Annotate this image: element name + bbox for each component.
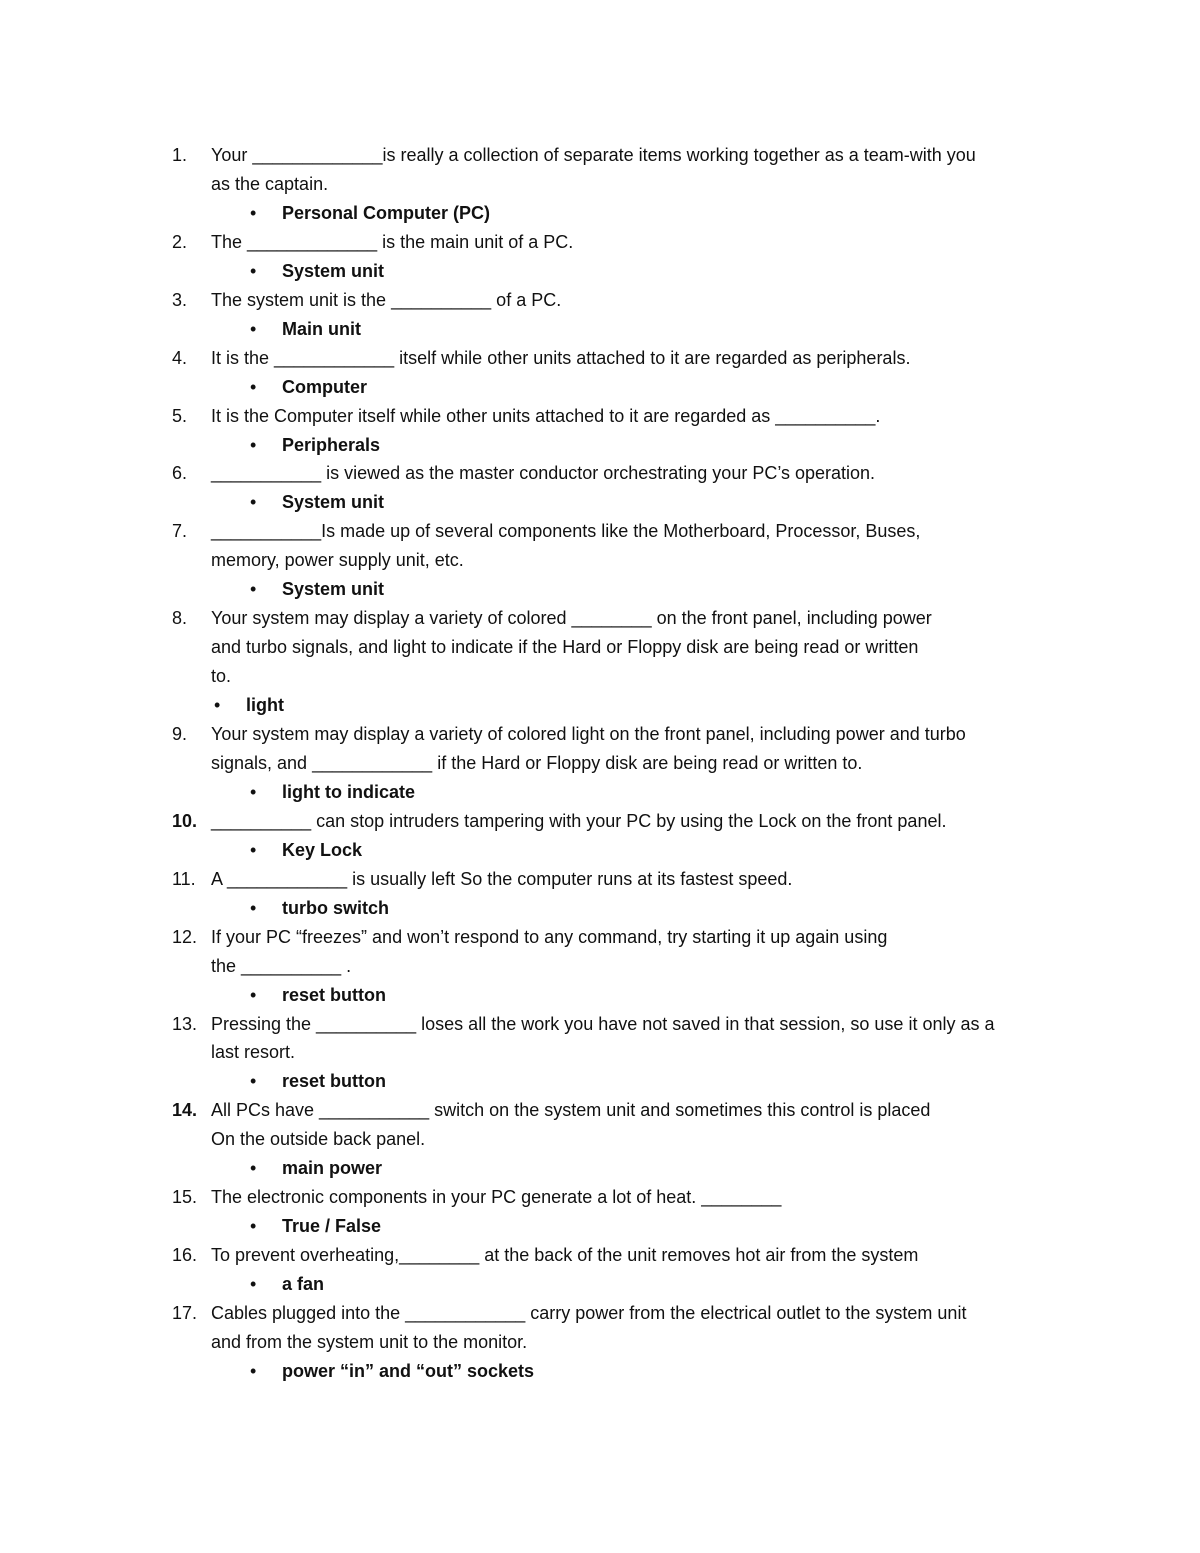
question-number: 4. xyxy=(172,347,188,368)
question-number: 5. xyxy=(172,405,188,426)
question-number: 6. xyxy=(172,463,188,484)
bullet-icon: • xyxy=(250,202,257,223)
bullet-icon: • xyxy=(250,492,257,513)
question-number: 11. xyxy=(172,868,196,889)
answer-text: a fan xyxy=(282,1274,325,1294)
question-text: and from the system unit to the monitor. xyxy=(211,1332,528,1352)
question-text: It is the Computer itself while other units attached to it are regarded as __________. xyxy=(211,405,881,426)
question-number: 17. xyxy=(172,1303,198,1323)
question-text: On the outside back panel. xyxy=(211,1129,426,1150)
bullet-icon: • xyxy=(214,695,221,715)
question-text: Cables plugged into the ____________ carry power from the electrical outlet to the system unit xyxy=(211,1303,967,1323)
question-text: All PCs have ___________ switch on the system unit and sometimes this control is placed xyxy=(211,1100,931,1121)
bullet-icon: • xyxy=(250,1216,257,1237)
question-text: The _____________ is the main unit of a PC. xyxy=(211,231,574,252)
question-text: Your system may display a variety of colored ________ on the front panel, including power xyxy=(211,608,932,629)
bullet-icon: • xyxy=(250,434,257,455)
bullet-icon: • xyxy=(250,260,257,281)
question-number: 16. xyxy=(172,1245,198,1266)
question-number: 15. xyxy=(172,1187,198,1208)
bullet-icon: • xyxy=(250,1274,257,1294)
question-text: If your PC “freezes” and won’t respond to any command, try starting it up again using xyxy=(211,926,888,947)
question-text: ___________ is viewed as the master conductor orchestrating your PC’s operation. xyxy=(211,463,876,484)
question-number: 14. xyxy=(172,1100,198,1121)
bullet-icon: • xyxy=(250,1071,257,1092)
question-text: To prevent overheating,________ at the back of the unit removes hot air from the system xyxy=(211,1245,919,1266)
question-text: A ____________ is usually left So the computer runs at its fastest speed. xyxy=(211,868,793,889)
question-text: last resort. xyxy=(211,1042,296,1063)
answer-text: System unit xyxy=(282,579,385,600)
question-number: 9. xyxy=(172,724,188,744)
question-number: 10. xyxy=(172,810,198,831)
question-text: as the captain. xyxy=(211,173,329,194)
answer-text: Main unit xyxy=(282,318,361,339)
answer-text: main power xyxy=(282,1158,383,1179)
answer-text: True / False xyxy=(282,1216,382,1237)
question-text: It is the ____________ itself while other units attached to it are regarded as peripherals. xyxy=(211,347,911,368)
question-text: Your system may display a variety of colored light on the front panel, including power and turbo xyxy=(211,724,966,744)
answer-text: light to indicate xyxy=(282,781,415,802)
bullet-icon: • xyxy=(250,1158,257,1179)
question-text: The electronic components in your PC generate a lot of heat. ________ xyxy=(211,1187,782,1208)
answer-text: reset button xyxy=(282,1071,387,1092)
question-number: 3. xyxy=(172,289,188,310)
bullet-icon: • xyxy=(250,376,257,397)
question-number: 1. xyxy=(172,145,188,165)
bullet-icon: • xyxy=(250,1360,257,1381)
answer-text: System unit xyxy=(282,260,385,281)
question-text: Pressing the __________ loses all the work you have not saved in that session, so use it only as a xyxy=(211,1013,995,1034)
bullet-icon: • xyxy=(250,984,257,1005)
question-text: and turbo signals, and light to indicate if the Hard or Floppy disk are being read or written xyxy=(211,637,919,658)
question-text: ___________Is made up of several components like the Motherboard, Processor, Buses, xyxy=(211,521,921,542)
bullet-icon: • xyxy=(250,579,257,600)
answer-text: reset button xyxy=(282,984,387,1005)
answer-text: Key Lock xyxy=(282,839,363,860)
question-text: Your _____________is really a collection of separate items working together as a team-with you xyxy=(211,145,976,165)
answer-text: Peripherals xyxy=(282,434,381,455)
question-number: 12. xyxy=(172,926,198,947)
question-number: 13. xyxy=(172,1013,198,1034)
bullet-icon: • xyxy=(250,781,257,802)
bullet-icon: • xyxy=(250,839,257,860)
bullet-icon: • xyxy=(250,318,257,339)
answer-text: light xyxy=(246,695,284,715)
question-text: signals, and ____________ if the Hard or Floppy disk are being read or written to. xyxy=(211,752,863,773)
question-number: 8. xyxy=(172,608,188,629)
question-text: __________ can stop intruders tampering with your PC by using the Lock on the front panel. xyxy=(211,810,947,831)
answer-text: System unit xyxy=(282,492,385,513)
question-text: The system unit is the __________ of a PC. xyxy=(211,289,562,310)
answer-text: Personal Computer (PC) xyxy=(282,202,491,223)
bullet-icon: • xyxy=(250,897,257,918)
question-text: to. xyxy=(211,666,232,687)
question-text: the __________ . xyxy=(211,955,352,976)
answer-text: power “in” and “out” sockets xyxy=(282,1360,535,1381)
answer-text: Computer xyxy=(282,376,367,397)
question-number: 2. xyxy=(172,231,188,252)
question-number: 7. xyxy=(172,521,188,542)
question-text: memory, power supply unit, etc. xyxy=(211,550,464,571)
answer-text: turbo switch xyxy=(282,897,389,918)
